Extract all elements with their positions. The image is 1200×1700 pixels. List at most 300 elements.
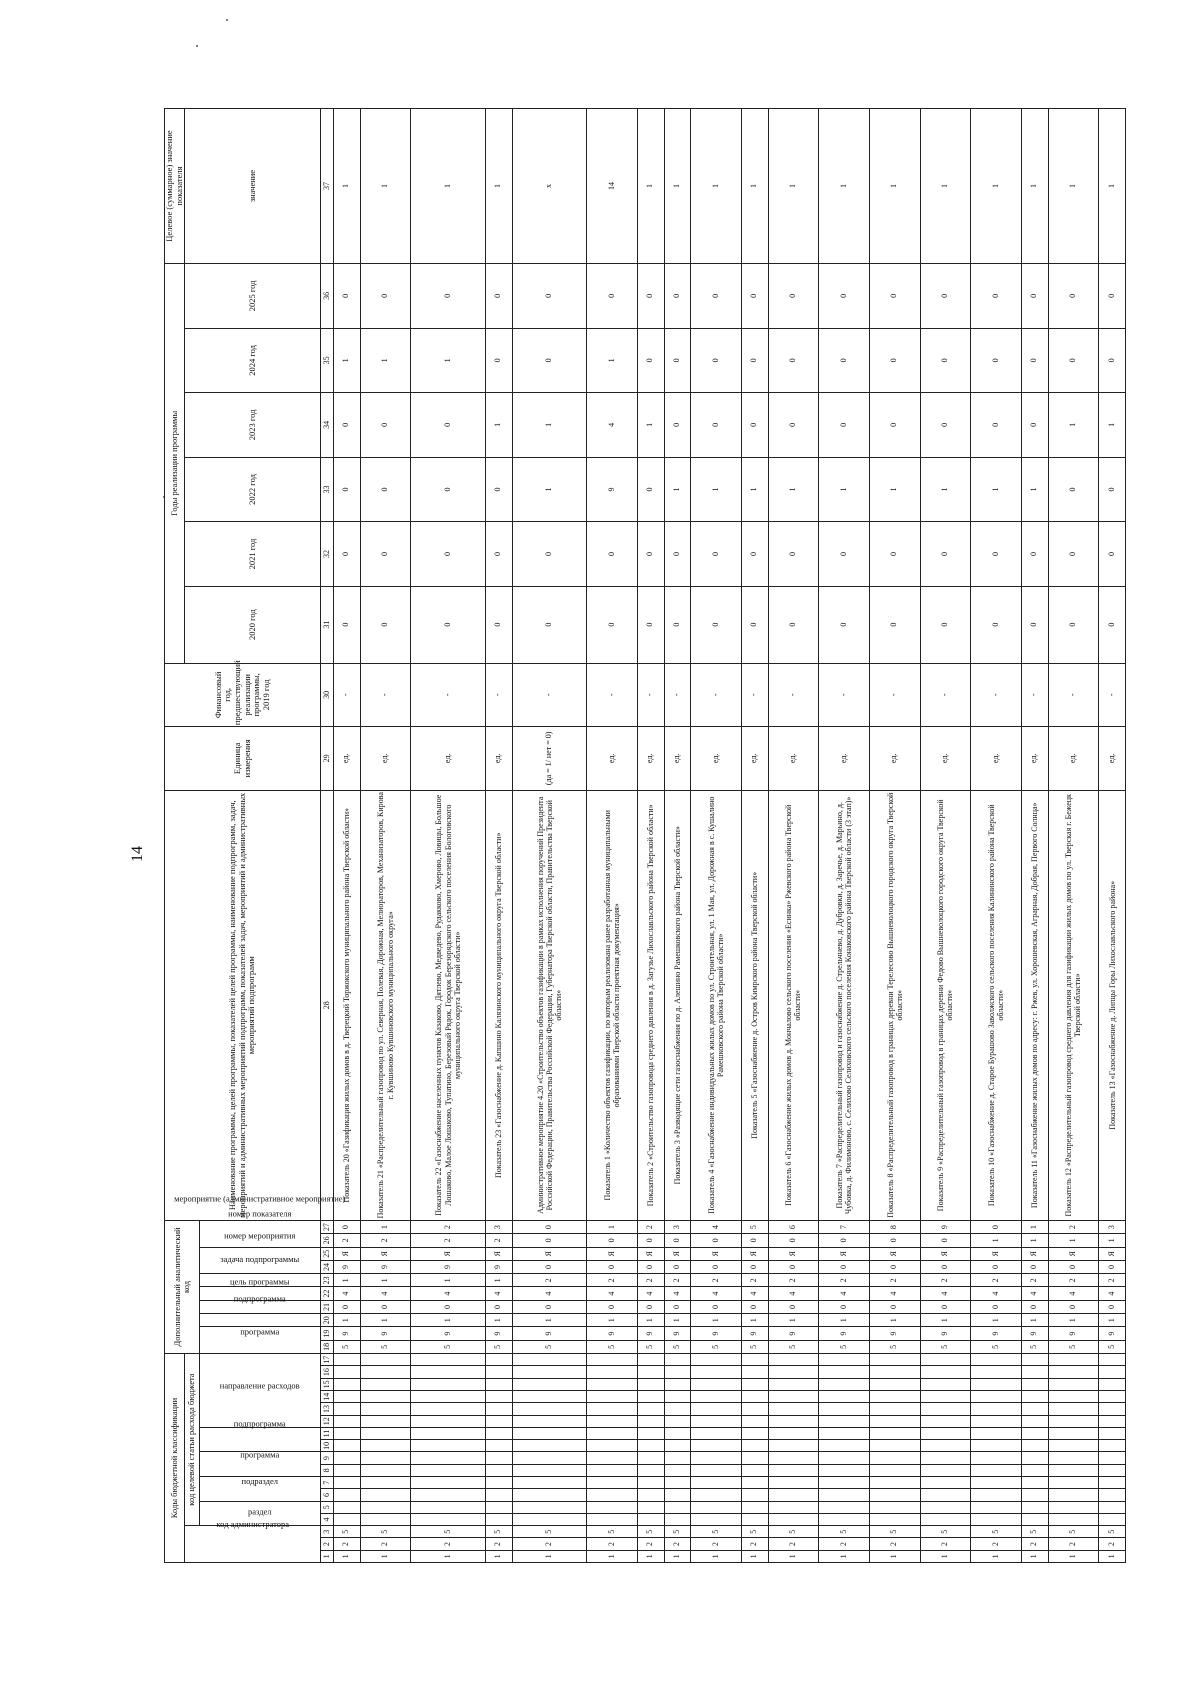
year-value-cell: 0 [486,586,513,663]
budget-code-cell [638,1403,665,1415]
budget-code-cell [587,1477,638,1489]
budget-code-cell [360,1452,411,1464]
year-value-cell: 0 [360,393,411,458]
row-name: Показатель 2 «Строительство газопровода среднего давления в д. Загузье Лихославльского района Тверской области» [638,790,665,1220]
add-code-cell: 0 [486,1300,513,1313]
add-code-cell: 0 [1048,1260,1099,1273]
add-code-cell: 1 [486,1274,513,1287]
add-code-col-header [200,1327,321,1354]
budget-code-cell [768,1378,819,1390]
add-code-col-label: задача подпрограммы [220,1253,300,1264]
add-code-cell: 0 [664,1234,691,1247]
budget-code-cell [971,1440,1022,1452]
budget-code-cell [768,1366,819,1378]
add-code-cell: 1 [971,1314,1022,1327]
fin-year-cell: - [360,663,411,727]
budget-code-cell [1099,1427,1126,1439]
add-code-cell: 1 [587,1314,638,1327]
admin-code-cell: 2 [1048,1538,1099,1550]
admin-code-cell: 2 [691,1538,742,1550]
budget-code-cell [512,1366,587,1378]
year-value-cell: 0 [1048,264,1099,329]
year-value-cell: 0 [411,264,486,329]
target-value-cell: 1 [1021,109,1048,264]
column-number: 7 [321,1477,334,1489]
add-code-cell: 0 [819,1234,870,1247]
add-code-cell: 2 [971,1274,1022,1287]
table-row [1048,109,1099,1563]
add-code-cell: Я [768,1247,819,1260]
table-row [411,109,486,1563]
budget-code-cell [512,1489,587,1501]
budget-code-cell [664,1464,691,1476]
target-value-cell: 1 [971,109,1022,264]
budget-code-cell [1099,1501,1126,1513]
budget-code-cell [638,1501,665,1513]
budget-code-cell [1048,1513,1099,1525]
budget-code-cell [587,1378,638,1390]
add-code-cell: 0 [1099,1260,1126,1273]
add-code-cell: 2 [411,1220,486,1233]
add-code-cell: 2 [334,1234,361,1247]
table-row [638,109,665,1563]
year-value-cell: 0 [334,393,361,458]
budget-code-cell [411,1501,486,1513]
add-code-col-label: номер мероприятия [224,1230,296,1241]
add-code-cell: Я [691,1247,742,1260]
budget-code-cell [971,1489,1022,1501]
add-code-cell: 0 [587,1300,638,1313]
budget-code-cell [360,1477,411,1489]
add-code-cell: 4 [971,1287,1022,1300]
year-value-cell: 0 [411,393,486,458]
budget-code-cell [411,1489,486,1501]
add-code-cell: 4 [920,1287,971,1300]
budget-code-cell [971,1391,1022,1403]
target-value-cell: 1 [486,109,513,264]
budget-code-cell [971,1378,1022,1390]
fin-year-cell: - [587,663,638,727]
admin-code-cell: 5 [1021,1526,1048,1538]
add-code-cell: Я [1099,1247,1126,1260]
add-code-cell: 9 [1021,1327,1048,1340]
budget-code-cell [819,1366,870,1378]
budget-code-cell [638,1440,665,1452]
unit-cell: ед. [1048,727,1099,791]
year-value-cell: 0 [691,522,742,587]
column-number: 30 [321,663,334,727]
table-row [1099,109,1126,1563]
column-number: 32 [321,522,334,587]
budget-code-cell [638,1415,665,1427]
budget-code-cell [334,1464,361,1476]
target-value-header: значение [185,109,321,264]
year-value-cell: 0 [920,522,971,587]
column-number: 5 [321,1501,334,1513]
add-code-cell: 1 [1021,1314,1048,1327]
budget-code-cell [1099,1440,1126,1452]
year-value-cell: 0 [920,264,971,329]
add-code-cell: 9 [1048,1327,1099,1340]
budget-code-cell [971,1477,1022,1489]
year-value-cell: 0 [1099,328,1126,393]
admin-code-cell: 5 [360,1526,411,1538]
unit-cell: ед. [486,727,513,791]
add-code-cell: 2 [920,1274,971,1287]
program-header [200,1449,321,1477]
column-number: 6 [321,1489,334,1501]
budget-code-cell [411,1366,486,1378]
add-code-cell: 4 [869,1287,920,1300]
column-number: 2 [321,1538,334,1550]
budget-code-cell [691,1452,742,1464]
budget-code-cell [411,1427,486,1439]
add-code-cell: 4 [411,1287,486,1300]
target-value-cell: 1 [819,109,870,264]
year-value-cell: 0 [360,522,411,587]
add-code-cell: 0 [411,1300,486,1313]
target-value-cell: 1 [920,109,971,264]
budget-code-cell [486,1366,513,1378]
budget-code-cell [638,1477,665,1489]
row-name: Показатель 21 «Распределительный газопровод по ул. Северная, Полевая, Дорожная, Мелиораторов, Механизаторов, Кирова г. Кувшиново Кувшиновского муниципального округа» [360,790,411,1220]
year-value-cell: 0 [819,522,870,587]
direction-of-expenses-label: направление расходов [220,1380,300,1391]
add-code-cell: 0 [512,1220,587,1233]
budget-code-cell [741,1440,768,1452]
add-code-cell: 8 [869,1220,920,1233]
year-value-cell: 0 [819,328,870,393]
table-row [971,109,1022,1563]
add-code-cell: 5 [819,1340,870,1353]
budget-code-cell [334,1489,361,1501]
budget-code-cell [664,1354,691,1366]
admin-code-cell: 1 [1099,1550,1126,1562]
budget-code-cell [587,1501,638,1513]
add-code-cell: 2 [664,1274,691,1287]
admin-code-cell: 5 [869,1526,920,1538]
row-name: Показатель 22 «Газоснабжение населенных пунктов Казаково, Дятлево, Медведево, Рудакково, Хмерово, Ловицы, Большое Лошаково, Малое Лошаково, Тупатино, Березовый Рядок, Городок Березорядского сельского поселения Бологовского муниципального округа Тверской области» [411,790,486,1220]
column-number: 21 [321,1300,334,1313]
add-code-cell: 1 [741,1314,768,1327]
add-code-cell: 9 [512,1327,587,1340]
budget-code-cell [360,1427,411,1439]
row-name: Показатель 6 «Газоснабжение жилых домов д. Мончалово сельского поселения «Есинка» Ржевского района Тверской области» [768,790,819,1220]
add-code-cell: Я [741,1247,768,1260]
year-value-cell: 0 [819,586,870,663]
year-value-cell: 0 [768,328,819,393]
add-code-cell: 2 [768,1274,819,1287]
budget-code-cell [741,1378,768,1390]
year-value-cell: 0 [1021,522,1048,587]
column-number: 34 [321,393,334,458]
budget-code-cell [819,1452,870,1464]
add-code-cell: 0 [971,1260,1022,1273]
budget-code-cell [768,1489,819,1501]
year-value-cell: 0 [1099,264,1126,329]
year-value-cell: 0 [360,264,411,329]
add-code-cell: 1 [638,1314,665,1327]
add-code-cell: 0 [869,1260,920,1273]
budget-code-cell [638,1464,665,1476]
year-header: 2024 год [185,328,321,393]
budget-code-cell [512,1378,587,1390]
year-value-cell: 0 [1099,522,1126,587]
year-value-cell: 0 [664,393,691,458]
add-code-cell: 5 [691,1340,742,1353]
target-value-cell: 1 [334,109,361,264]
budget-code-cell [1048,1354,1099,1366]
add-code-cell: 1 [819,1314,870,1327]
admin-code-cell: 5 [1048,1526,1099,1538]
admin-code-cell: 2 [741,1538,768,1550]
table-row [768,109,819,1563]
budget-code-cell [819,1403,870,1415]
budget-code-cell [1048,1415,1099,1427]
budget-code-cell [587,1427,638,1439]
budget-code-cell [819,1464,870,1476]
budget-code-cell [360,1415,411,1427]
budget-code-cell [819,1501,870,1513]
year-value-cell: 4 [587,393,638,458]
subsection-header [200,1477,321,1502]
table-row [819,109,870,1563]
budget-code-cell [360,1440,411,1452]
unit-cell: ед. [664,727,691,791]
year-value-cell: 0 [869,328,920,393]
add-code-col-label: цель программы [230,1276,290,1287]
add-code-cell: 0 [869,1234,920,1247]
budget-code-cell [691,1513,742,1525]
year-value-cell: 0 [664,328,691,393]
column-number: 22 [321,1287,334,1300]
budget-code-cell [768,1427,819,1439]
budget-code-cell [819,1354,870,1366]
target-value-cell: x [512,109,587,264]
column-number: 9 [321,1452,334,1464]
unit-cell: ед. [691,727,742,791]
row-name: Административное мероприятие 4.20 «Строительство объектов газификации в рамках исполнения поручений Президента Российской Федерации, Правительства Российской Федерации, Губернатора Тверской области, Правительства Тверской области» [512,790,587,1220]
budget-code-cell [334,1501,361,1513]
add-code-cell: 1 [664,1314,691,1327]
column-number: 15 [321,1378,334,1390]
admin-code-cell: 5 [486,1526,513,1538]
add-code-cell: 5 [768,1340,819,1353]
add-code-cell: 5 [1099,1340,1126,1353]
year-value-cell: 0 [1048,586,1099,663]
budget-code-cell [1021,1477,1048,1489]
add-code-cell: 4 [587,1287,638,1300]
budget-code-cell [1048,1477,1099,1489]
budget-code-cell [638,1489,665,1501]
admin-code-cell: 5 [512,1526,587,1538]
budget-code-cell [638,1513,665,1525]
year-value-cell: 1 [869,457,920,522]
budget-code-cell [486,1378,513,1390]
budget-code-cell [664,1477,691,1489]
target-article-header: код целевой статьи расхода бюджета [185,1354,200,1526]
admin-code-cell: 1 [869,1550,920,1562]
budget-code-cell [664,1427,691,1439]
budget-code-cell [334,1415,361,1427]
table-row [869,109,920,1563]
budget-code-cell [920,1427,971,1439]
add-code-cell: 9 [411,1327,486,1340]
admin-code-cell: 1 [920,1550,971,1562]
year-value-cell: 0 [691,328,742,393]
budget-code-cell [920,1477,971,1489]
budget-code-cell [512,1477,587,1489]
budget-code-cell [1021,1427,1048,1439]
budget-code-cell [1021,1415,1048,1427]
direction-of-expenses-header [200,1354,321,1428]
budget-code-cell [920,1415,971,1427]
budget-code-cell [869,1440,920,1452]
budget-code-cell [741,1354,768,1366]
budget-code-cell [512,1427,587,1439]
add-code-cell: 2 [360,1234,411,1247]
add-code-cell: 2 [819,1274,870,1287]
year-value-cell: 1 [334,328,361,393]
column-number: 14 [321,1391,334,1403]
year-value-cell: 1 [638,393,665,458]
target-value-cell: 1 [691,109,742,264]
budget-code-cell [664,1391,691,1403]
budget-code-cell [819,1440,870,1452]
budget-code-cell [360,1464,411,1476]
year-value-cell: 0 [334,264,361,329]
budget-code-cell [1099,1391,1126,1403]
budget-code-cell [360,1354,411,1366]
add-code-cell: 1 [920,1314,971,1327]
add-code-cell: 9 [819,1327,870,1340]
add-code-col-label: подпрограмма [234,1293,286,1304]
add-code-cell: 9 [334,1327,361,1340]
add-code-cell: 0 [920,1234,971,1247]
add-code-cell: 2 [638,1220,665,1233]
year-header: 2025 год [185,264,321,329]
add-code-cell: 0 [971,1220,1022,1233]
add-code-cell: 1 [971,1234,1022,1247]
table-row [1021,109,1048,1563]
year-value-cell: 0 [360,586,411,663]
fin-year-cell: - [1048,663,1099,727]
budget-code-cell [411,1440,486,1452]
add-code-cell: 1 [512,1314,587,1327]
scan-speck [196,45,198,47]
table-row [664,109,691,1563]
add-code-cell: Я [664,1247,691,1260]
admin-code-cell: 1 [486,1550,513,1562]
budget-code-cell [741,1452,768,1464]
fin-year-cell: - [1099,663,1126,727]
year-value-cell: 0 [664,586,691,663]
table-row [334,109,361,1563]
budget-code-cell [587,1440,638,1452]
budget-code-cell [869,1513,920,1525]
add-code-cell: 5 [971,1340,1022,1353]
year-value-cell: 0 [920,586,971,663]
fin-year-header: Финансовый год, предшествующий реализации программы, 2019 год [165,663,321,727]
budget-code-cell [512,1513,587,1525]
add-code-cell: 5 [334,1340,361,1353]
budget-code-cell [486,1513,513,1525]
year-value-cell: 0 [971,328,1022,393]
budget-code-cell [587,1464,638,1476]
column-number: 12 [321,1415,334,1427]
year-value-cell: 1 [512,457,587,522]
add-code-cell: 9 [486,1260,513,1273]
add-code-cell: 5 [920,1340,971,1353]
admin-code-cell: 2 [512,1538,587,1550]
target-value-cell: 1 [638,109,665,264]
column-number: 1 [321,1550,334,1562]
add-code-cell: Я [334,1247,361,1260]
budget-code-cell [869,1354,920,1366]
budget-codes-header: Коды бюджетной классификации [165,1354,185,1563]
budget-code-cell [411,1513,486,1525]
column-number: 18 [321,1340,334,1353]
add-code-cell: 0 [1021,1260,1048,1273]
budget-code-cell [486,1403,513,1415]
budget-code-cell [768,1354,819,1366]
add-code-cell: 9 [920,1327,971,1340]
year-value-cell: 1 [1048,393,1099,458]
budget-code-cell [512,1501,587,1513]
unit-cell: ед. [411,727,486,791]
add-code-cell: 9 [691,1327,742,1340]
budget-code-cell [1048,1452,1099,1464]
year-value-cell: 1 [768,457,819,522]
target-value-cell: 1 [768,109,819,264]
fin-year-cell: - [486,663,513,727]
budget-code-cell [334,1477,361,1489]
add-code-cell: 3 [1099,1220,1126,1233]
budget-code-cell [334,1452,361,1464]
add-code-cell: 9 [638,1327,665,1340]
add-code-cell: 0 [971,1300,1022,1313]
admin-code-cell: 2 [587,1538,638,1550]
budget-code-cell [512,1391,587,1403]
unit-cell: ед. [638,727,665,791]
budget-code-cell [741,1415,768,1427]
year-value-cell: 0 [512,264,587,329]
budget-code-cell [920,1501,971,1513]
budget-code-cell [486,1464,513,1476]
year-value-cell: 0 [360,457,411,522]
budget-code-cell [1021,1501,1048,1513]
table-row [360,109,411,1563]
budget-code-cell [691,1354,742,1366]
budget-code-cell [741,1464,768,1476]
add-code-cell: 4 [512,1287,587,1300]
budget-code-cell [869,1427,920,1439]
budget-code-cell [638,1366,665,1378]
unit-cell: (да = 1/ нет = 0) [512,727,587,791]
add-code-cell: Я [971,1247,1022,1260]
budget-code-cell [819,1489,870,1501]
scan-speck [226,19,228,21]
budget-code-cell [741,1391,768,1403]
year-value-cell: 0 [411,457,486,522]
admin-code-cell: 5 [664,1526,691,1538]
budget-code-cell [768,1477,819,1489]
admin-code-cell: 1 [360,1550,411,1562]
add-code-cell: Я [360,1247,411,1260]
budget-code-cell [920,1440,971,1452]
budget-code-cell [869,1366,920,1378]
budget-code-cell [1021,1452,1048,1464]
